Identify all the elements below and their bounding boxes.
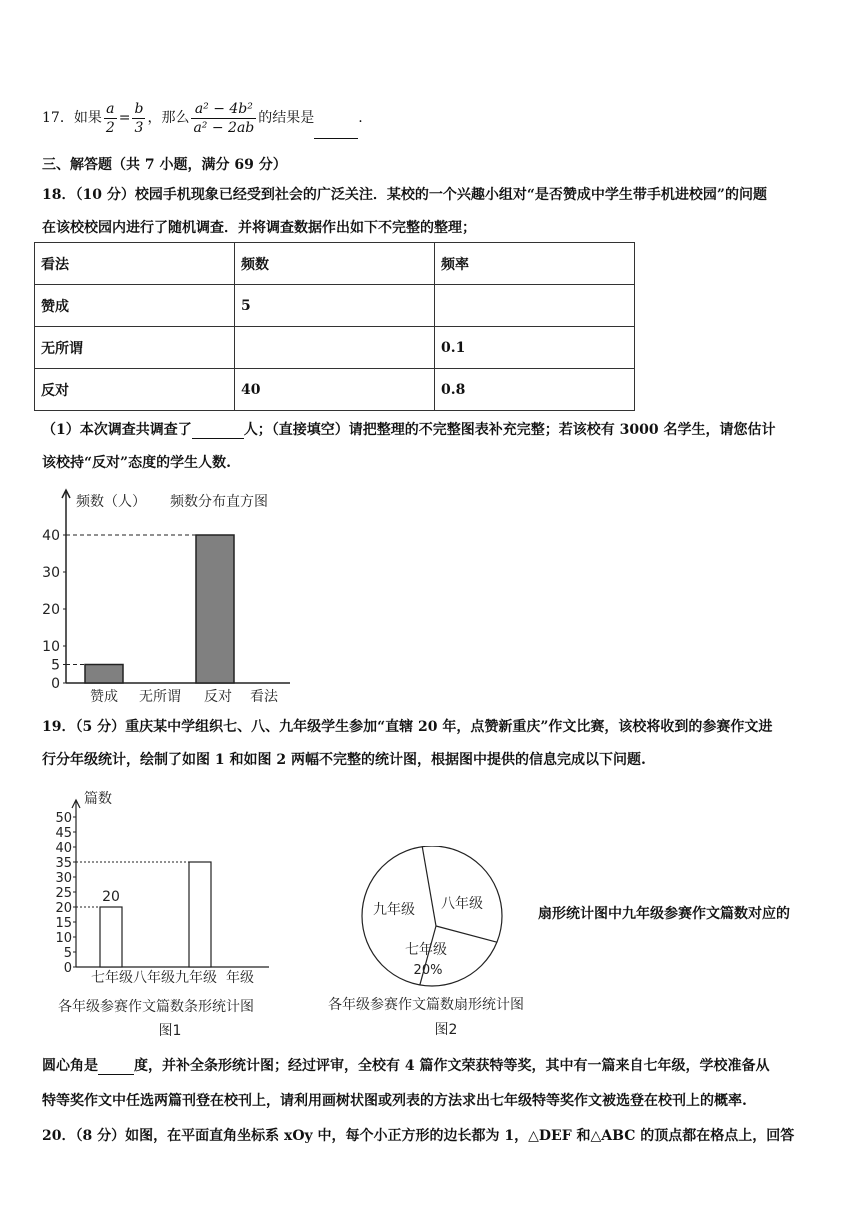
table-cell: 0.8 [435,369,635,411]
table-header: 看法 [35,243,235,285]
x-tick-label: 八年级 [133,970,175,986]
y-tick-label: 20 [55,901,72,916]
frequency-table [34,242,635,411]
frequency-histogram [40,480,300,708]
y-tick-label: 0 [63,961,72,976]
q18-part1-a: （1）本次调查共调查了 [42,422,192,438]
table-cell [235,327,435,369]
q18-part1-line2: 该校持“反对”态度的学生人数. [42,455,231,471]
pie-label: 八年级 [441,896,483,912]
fraction-b-over-3: $\frac{b}{3}$ [134,100,144,136]
y-tick-label: 45 [55,826,72,841]
bar [189,862,211,967]
table-cell: 5 [235,285,435,327]
y-tick-label: 0 [51,676,60,692]
y-tick-label: 40 [42,528,60,544]
bar [100,907,122,967]
table-row [35,285,635,327]
pie-chart-plot [328,846,524,1038]
q18-part1-b: 人；（直接填空）请把整理的不完整图表补充完整；若该校有 3000 名学生，请您估计 [243,422,776,438]
fraction-a-over-2: $\frac{a}{2}$ [105,100,115,136]
table-header-row [35,243,635,285]
q19-line2: 行分年级统计，绘制了如图 1 和如图 2 两幅不完整的统计图，根据图中提供的信息完成以下问题. [42,752,646,768]
y-tick-label: 10 [55,931,72,946]
y-tick-label: 40 [55,841,72,856]
table-cell: 无所谓 [35,327,235,369]
q19-line4: 特等奖作文中任选两篇刊登在校刊上，请利用画树状图或列表的方法求出七年级特等奖作文被选登在校刊上的概率. [42,1093,747,1109]
y-tick-label: 30 [42,565,60,581]
y-tick-label: 50 [55,811,72,826]
grade-bar-chart [44,782,284,1042]
histogram-bar [85,665,123,684]
x-tick-label: 九年级 [175,970,217,986]
equals-sign: = [118,110,131,126]
y-tick-label: 5 [63,946,72,961]
x-tick-label: 反对 [204,689,232,705]
q19-line3 [42,1055,770,1075]
x-tick-label: 赞成 [90,689,118,705]
table-header: 频率 [435,243,635,285]
q17-mid: ，那么 [147,110,190,126]
histogram-bar [196,535,234,683]
q19-line1: 19．（5 分）重庆某中学组织七、八、九年级学生参加“直辖 20 年，点赞新重庆”作文比赛，该校将收到的参赛作文进 [42,719,773,735]
table-row [35,327,635,369]
q19-line3-a: 圆心角是 [42,1058,98,1074]
data-label: 20 [102,889,120,905]
table-row [35,369,635,411]
x-axis-label: 年级 [226,970,254,986]
table-header: 频数 [235,243,435,285]
q18-part1-line1 [42,419,775,439]
y-tick-label: 10 [42,639,60,655]
chart-title: 各年级参赛作文篇数条形统计图 [58,999,254,1015]
answer-blank [314,98,358,139]
y-axis-label: 篇数 [84,791,112,807]
q18-line1: 18．（10 分）校园手机现象已经受到社会的广泛关注．某校的一个兴趣小组对“是否赞成中学生带手机进校园”的问题 [42,187,767,203]
figure-caption: 图2 [434,1022,458,1038]
table-cell: 反对 [35,369,235,411]
y-tick-label: 5 [51,657,60,674]
x-axis-label: 看法 [250,689,278,705]
pie-percent-label: 20% [413,963,443,978]
pie-label: 七年级 [405,942,447,958]
table-cell: 0.1 [435,327,635,369]
y-tick-label: 15 [55,916,72,931]
table-cell: 40 [235,369,435,411]
section-heading: 三、解答题（共 7 小题，满分 69 分） [42,157,287,173]
q17-prefix: 17．如果 [42,110,102,126]
question-17 [42,98,363,139]
q17-end: . [358,110,363,126]
q18-line2: 在该校校园内进行了随机调查．并将调查数据作出如下不完整的整理； [42,220,476,236]
table-cell [435,285,635,327]
bar-chart-plot [55,790,269,1039]
chart-title: 各年级参赛作文篇数扇形统计图 [328,997,524,1013]
y-tick-label: 35 [55,856,72,871]
q20-line1: 20．（8 分）如图，在平面直角坐标系 xOy 中，每个小正方形的边长都为 1，△DEF 和△ABC 的顶点都在格点上，回答 [42,1128,795,1144]
histogram-plot [42,490,290,705]
q19-line3-b: 度，并补全条形统计图；经过评审，全校有 4 篇作文荣获特等奖，其中有一篇来自七年级，学校准备从 [134,1058,770,1074]
y-tick-label: 25 [55,886,72,901]
table-cell: 赞成 [35,285,235,327]
answer-blank [192,422,244,439]
y-tick-label: 30 [55,871,72,886]
y-axis-label: 频数（人） [76,494,146,510]
chart-title: 频数分布直方图 [170,494,268,510]
answer-blank [98,1058,134,1075]
figure-caption: 图1 [158,1023,182,1039]
x-tick-label: 七年级 [91,970,133,986]
pie-label: 九年级 [373,902,415,918]
x-tick-label: 无所谓 [139,689,181,705]
fraction-expression: $\frac{\text{a² − 4b²}}{\text{a² − 2ab}}$ [193,100,255,136]
grade-pie-chart [314,846,550,1042]
q19-side-text: 扇形统计图中九年级参赛作文篇数对应的 [538,906,790,922]
q17-suffix: 的结果是 [258,110,315,126]
y-tick-label: 20 [42,602,60,618]
